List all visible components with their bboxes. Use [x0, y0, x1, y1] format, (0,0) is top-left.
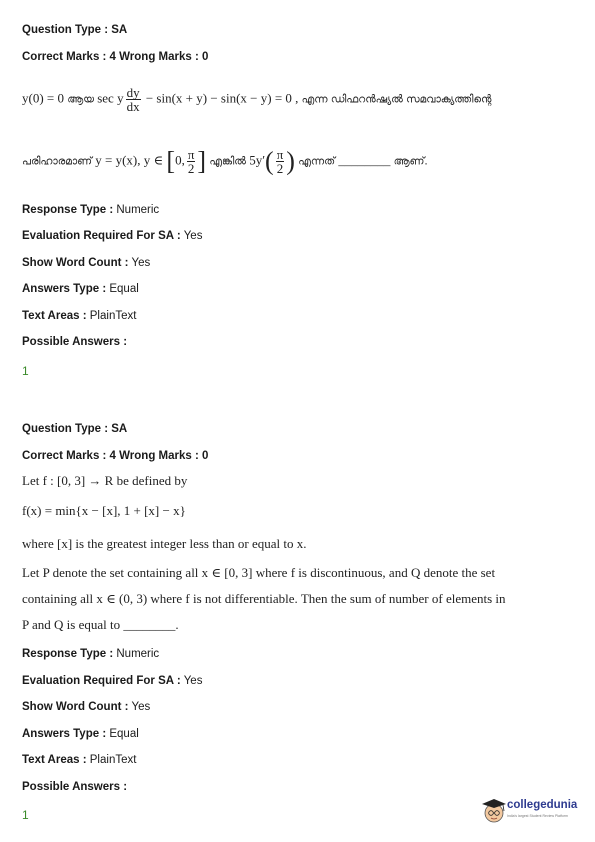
q1-int-left: 0,	[175, 152, 185, 168]
q2-question-line-2: f(x) = min{x − [x], 1 + [x] − x}	[22, 503, 186, 518]
q1-paren-close: )	[286, 146, 295, 176]
q2-eval-label: Evaluation Required For SA :	[22, 675, 181, 687]
q2-question-type-label: Question Type :	[22, 423, 109, 435]
q1-question-type-value: SA	[111, 24, 128, 36]
q1-eval-value: Yes	[183, 230, 203, 242]
q2-question-line-5: containing all x ∈ (0, 3) where f is not differentiable. Then the sum of number of elements in	[22, 591, 506, 606]
q1-possible-answers	[22, 335, 127, 349]
q2-marks	[22, 449, 208, 463]
q1-l2-ml4: ആണ്.	[393, 155, 428, 168]
q2-question-line-3: where [x] is the greatest integer less than or equal to x.	[22, 536, 307, 551]
q2-response-type-label: Response Type :	[22, 648, 114, 660]
q1-l1-c: − sin(x + y) − sin(x − y) = 0 ,	[142, 90, 302, 106]
q1-response-type-label: Response Type :	[22, 204, 114, 216]
q1-marks-label: Correct Marks : 4 Wrong Marks : 0	[22, 51, 209, 63]
q1-frac-den: dx	[126, 99, 140, 114]
logo-tagline: India's largest Student Review Platform	[507, 814, 568, 818]
q2-question-line-6: P and Q is equal to ________.	[22, 617, 179, 632]
q1-possible-answers-label: Possible Answers :	[22, 336, 128, 348]
q2-response-type	[22, 647, 159, 661]
q2-eval-value: Yes	[183, 675, 203, 687]
q1-evaluation-required	[22, 229, 202, 243]
q2-text-areas-label: Text Areas :	[22, 754, 87, 766]
q1-possible-answer-value: 1	[22, 364, 29, 378]
q1-question-line-1	[22, 86, 491, 113]
q1-answers-type	[22, 282, 139, 296]
q2-answers-type-value: Equal	[109, 728, 139, 740]
q2-question-line-1: Let f : [0, 3] → R be defined by	[22, 473, 188, 488]
q1-l1-ml1: ആയ	[67, 93, 94, 106]
q1-int-den: 2	[187, 161, 195, 176]
q1-interval-fraction	[187, 148, 196, 175]
q1-question-type	[22, 23, 127, 37]
q1-word-count-value: Yes	[131, 257, 151, 269]
q2-show-word-count	[22, 700, 150, 714]
q1-text-areas-value: PlainText	[89, 310, 137, 322]
q1-derivative-fraction	[126, 86, 141, 113]
q1-text-areas	[22, 309, 136, 323]
q1-l1-a: y(0) = 0	[22, 90, 68, 106]
q2-possible-answer-value: 1	[22, 808, 29, 822]
q1-l2-ml1: പരിഹാരമാണ്	[22, 155, 93, 168]
q1-response-type	[22, 203, 159, 217]
q2-possible-answers-label: Possible Answers :	[22, 781, 128, 793]
q1-response-type-value: Numeric	[116, 204, 160, 216]
q1-l2-ml3: എന്നത്	[298, 155, 336, 168]
q1-int-num: π	[187, 147, 195, 162]
q2-word-count-label: Show Word Count :	[22, 701, 129, 713]
q1-answers-type-label: Answers Type :	[22, 283, 107, 295]
q2-answers-type-label: Answers Type :	[22, 728, 107, 740]
q2-evaluation-required	[22, 674, 202, 688]
q1-l1-ml2: എന്ന ഡിഫറൻഷ്യൽ സമവാക്യത്തിന്റെ	[301, 93, 492, 106]
q2-marks-label: Correct Marks : 4 Wrong Marks : 0	[22, 450, 209, 462]
q1-eval-fraction	[276, 148, 285, 175]
q1-question-line-2	[22, 148, 428, 175]
q2-text-areas-value: PlainText	[89, 754, 137, 766]
q1-show-word-count	[22, 256, 150, 270]
q2-question-line-4: Let P denote the set containing all x ∈ [0, 3] where f is discontinuous, and Q denote the set	[22, 565, 496, 580]
graduate-mascot-icon	[482, 799, 506, 822]
q2-response-type-value: Numeric	[116, 648, 160, 660]
q2-question-type	[22, 422, 127, 436]
q1-bracket-close: ]	[197, 146, 207, 176]
q1-l2-a: y = y(x), y ∈	[92, 152, 167, 168]
q1-l2-b: 5y′	[245, 152, 266, 168]
logo-wordmark: collegedunia	[507, 799, 578, 811]
q1-eval-den: 2	[276, 161, 284, 176]
q2-answers-type	[22, 727, 139, 741]
q1-marks	[22, 50, 208, 64]
q2-possible-answers	[22, 780, 127, 794]
q1-l2-blank: ________	[338, 152, 391, 168]
q2-word-count-value: Yes	[131, 701, 151, 713]
q1-bracket-open: [	[166, 146, 176, 176]
q1-paren-open: (	[265, 146, 274, 176]
q1-eval-label: Evaluation Required For SA :	[22, 230, 181, 242]
q1-frac-num: dy	[126, 85, 140, 100]
q1-question-type-label: Question Type :	[22, 24, 109, 36]
q1-answers-type-value: Equal	[109, 283, 139, 295]
q2-question-type-value: SA	[111, 423, 128, 435]
q1-word-count-label: Show Word Count :	[22, 257, 129, 269]
q1-l2-ml2: എങ്കിൽ	[209, 155, 246, 168]
q2-text-areas	[22, 753, 136, 767]
q1-eval-num: π	[276, 147, 284, 162]
q1-l1-b: sec y	[93, 90, 124, 106]
q1-text-areas-label: Text Areas :	[22, 310, 87, 322]
